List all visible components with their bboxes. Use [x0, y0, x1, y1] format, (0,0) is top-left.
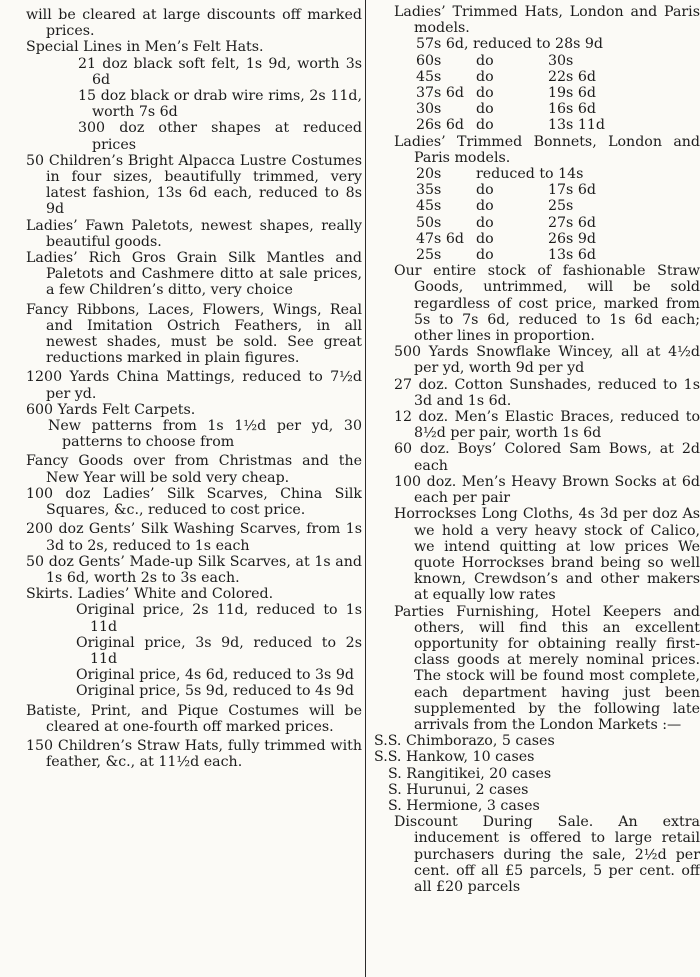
- felt-carpets-line: New patterns from 1s 1½d per yd, 30 patterns to choose from: [48, 418, 362, 451]
- hat-price-row-cell: 22s 6d: [548, 68, 596, 85]
- hat-price-row-cell: 19s 6d: [548, 85, 596, 102]
- hat-price-row: [416, 85, 605, 101]
- bonnet-price-row-cell: do: [476, 182, 494, 199]
- hat-price-row-cell: do: [476, 117, 494, 134]
- bonnet-price-row-cell: 25s: [548, 198, 574, 215]
- wincey-entry: 500 Yards Snowflake Wincey, all at 4½d per yd, worth 9d per yd: [394, 344, 700, 377]
- felt-hats-line: 21 doz black soft felt, 1s 9d, worth 3s 6d: [78, 55, 362, 88]
- skirts-line: Original price, 3s 9d, reduced to 2s 11d: [76, 634, 362, 667]
- bonnet-price-row-cell: 35s: [416, 182, 442, 199]
- bonnet-price-row: [416, 166, 596, 182]
- bonnet-price-row-cell: 26s 9d: [548, 230, 596, 247]
- hat-price-row-cell: 30s: [548, 52, 574, 69]
- ships-list: [368, 733, 700, 814]
- washing-scarves-entry: 200 doz Gents’ Silk Washing Scarves, from 1s 3d to 2s, reduced to 1s each: [26, 521, 362, 554]
- ship-line: S.S. Chimborazo, 5 cases: [374, 733, 555, 750]
- paletots-entry: Ladies’ Fawn Paletots, newest shapes, really beautiful goods.: [26, 217, 362, 250]
- bonnet-price-row-cell: 13s 6d: [548, 247, 596, 264]
- hat-price-row-cell: do: [476, 85, 494, 102]
- clearance-notice: will be cleared at large discounts off marked prices.: [26, 7, 362, 40]
- sam-bows-entry: 60 doz. Boys’ Colored Sam Bows, at 2d each: [394, 441, 700, 474]
- bonnet-price-row-cell: 45s: [416, 198, 442, 215]
- discount-entry: Discount During Sale. An extra inducement is offered to large retail purchasers during the sale, 2½d per cent. off all £5 parcels, 5 per cent. off all £20 parcels: [394, 814, 700, 895]
- hat-price-row-cell: 16s 6d: [548, 101, 596, 118]
- china-mattings-entry: 1200 Yards China Mattings, reduced to 7½d per yd.: [26, 369, 362, 402]
- trimmed-bonnets-price-table: [416, 166, 596, 263]
- ship-line: S. Hermione, 3 cases: [388, 797, 540, 814]
- hat-price-row-cell: 60s: [416, 52, 442, 69]
- trimmed-bonnets-heading: Ladies’ Trimmed Bonnets, London and Paris models.: [394, 133, 700, 166]
- bonnet-price-row: [416, 182, 596, 198]
- hat-price-row-cell: 13s 11d: [548, 117, 605, 134]
- trimmed-hats-heading: Ladies’ Trimmed Hats, London and Paris models.: [394, 4, 700, 37]
- sunshades-entry: 27 doz. Cotton Sunshades, reduced to 1s 3d and 1s 6d.: [394, 376, 700, 409]
- straw-hats-entry: 150 Children’s Straw Hats, fully trimmed with feather, &c., at 11½d each.: [26, 737, 362, 771]
- fancy-goods-entry: Fancy Goods over from Christmas and the New Year will be sold very cheap.: [26, 453, 362, 486]
- hat-price-row: [416, 53, 605, 69]
- hat-price-row: [416, 101, 605, 117]
- hat-price-row-cell: do: [476, 101, 494, 118]
- hat-price-row: [416, 69, 605, 85]
- trimmed-hats-price-table: [416, 36, 605, 133]
- bonnet-price-row: [416, 198, 596, 214]
- socks-entry: 100 doz. Men’s Heavy Brown Socks at 6d each per pair: [394, 473, 700, 507]
- skirts-line: Original price, 4s 6d, reduced to 3s 9d: [76, 667, 354, 684]
- skirts-heading: Skirts. Ladies’ White and Colored.: [26, 586, 274, 603]
- hat-price-row-cell: 26s 6d: [416, 117, 464, 134]
- braces-entry: 12 doz. Men’s Elastic Braces, reduced to 8½d per pair, worth 1s 6d: [394, 409, 700, 442]
- hat-price-row: [416, 36, 605, 52]
- madeup-scarves-entry: 50 doz Gents’ Made-up Silk Scarves, at 1s and 1s 6d, worth 2s to 3s each.: [26, 553, 362, 586]
- bonnet-price-row-cell: do: [476, 230, 494, 247]
- silk-scarves-entry: 100 doz Ladies’ Silk Scarves, China Silk Squares, &c., reduced to cost price.: [26, 485, 362, 519]
- ship-line: S.S. Hankow, 10 cases: [374, 749, 535, 766]
- bonnet-price-row: [416, 215, 596, 231]
- bonnet-price-row-cell: do: [476, 214, 494, 231]
- bonnet-price-row-cell: do: [476, 198, 494, 215]
- column-rule: [365, 0, 366, 977]
- hat-price-row-cell: 57s 6d, reduced to 28s 9d: [416, 36, 604, 53]
- skirts-line: Original price, 2s 11d, reduced to 1s 11d: [76, 602, 362, 635]
- bonnet-price-row-cell: 27s 6d: [548, 214, 596, 231]
- bonnet-price-row: [416, 231, 596, 247]
- hat-price-row-cell: 45s: [416, 68, 442, 85]
- ship-line: S. Hurunui, 2 cases: [388, 781, 529, 798]
- felt-hats-heading: Special Lines in Men’s Felt Hats.: [26, 39, 264, 56]
- bonnet-price-row-cell: 17s 6d: [548, 182, 596, 199]
- felt-hats-line: 300 doz other shapes at reduced prices: [78, 120, 362, 153]
- bonnet-price-row: [416, 247, 596, 263]
- bonnet-price-row-cell: 25s: [416, 247, 442, 264]
- bonnet-price-row-cell: reduced to 14s: [476, 166, 584, 183]
- hat-price-row-cell: 37s 6d: [416, 85, 464, 102]
- ribbons-entry: Fancy Ribbons, Laces, Flowers, Wings, Real and Imitation Ostrich Feathers, in all newest shades, must be sold. See great reductions marked in plain figures.: [26, 301, 362, 367]
- hat-price-row-cell: do: [476, 52, 494, 69]
- silk-mantles-entry: Ladies’ Rich Gros Grain Silk Mantles and Paletots and Cashmere ditto at sale prices, a few Children’s ditto, very choice: [26, 250, 362, 299]
- bonnet-price-row-cell: do: [476, 247, 494, 264]
- long-cloths-entry: Horrockses Long Cloths, 4s 3d per doz As we hold a very heavy stock of Calico, we intend quitting at low prices We quote Horrockses brand being so well known, Crewdson’s and other makers at equally low rates: [394, 506, 700, 604]
- bonnet-price-row-cell: 20s: [416, 166, 442, 183]
- straw-goods-entry: Our entire stock of fashionable Straw Goods, untrimmed, will be sold regardless of cost price, marked from 5s to 7s 6d, reduced to 1s 6d each; other lines in proportion.: [394, 263, 700, 345]
- alpacca-costumes-entry: 50 Children’s Bright Alpacca Lustre Costumes in four sizes, beautifully trimmed, very latest fashion, 13s 6d each, reduced to 8s 9d: [26, 152, 362, 218]
- felt-hats-line: 15 doz black or drab wire rims, 2s 11d, worth 7s 6d: [78, 88, 362, 121]
- felt-carpets-heading: 600 Yards Felt Carpets.: [26, 401, 196, 418]
- hat-price-row-cell: 30s: [416, 101, 442, 118]
- costumes-entry: Batiste, Print, and Pique Costumes will be cleared at one-fourth off marked prices.: [26, 702, 362, 735]
- hat-price-row-cell: do: [476, 68, 494, 85]
- bonnet-price-row-cell: 50s: [416, 214, 442, 231]
- right-column: [368, 0, 700, 977]
- furnishing-entry: Parties Furnishing, Hotel Keepers and others, will find this an excellent opportunity for obtaining really first-class goods at merely nominal prices. The stock will be found most complete, each department having just been supplemented by the following late arrivals from the London Markets :—: [394, 603, 700, 733]
- hat-price-row: [416, 117, 605, 133]
- skirts-line: Original price, 5s 9d, reduced to 4s 9d: [76, 683, 354, 700]
- bonnet-price-row-cell: 47s 6d: [416, 230, 464, 247]
- ship-line: S. Rangitikei, 20 cases: [388, 765, 552, 782]
